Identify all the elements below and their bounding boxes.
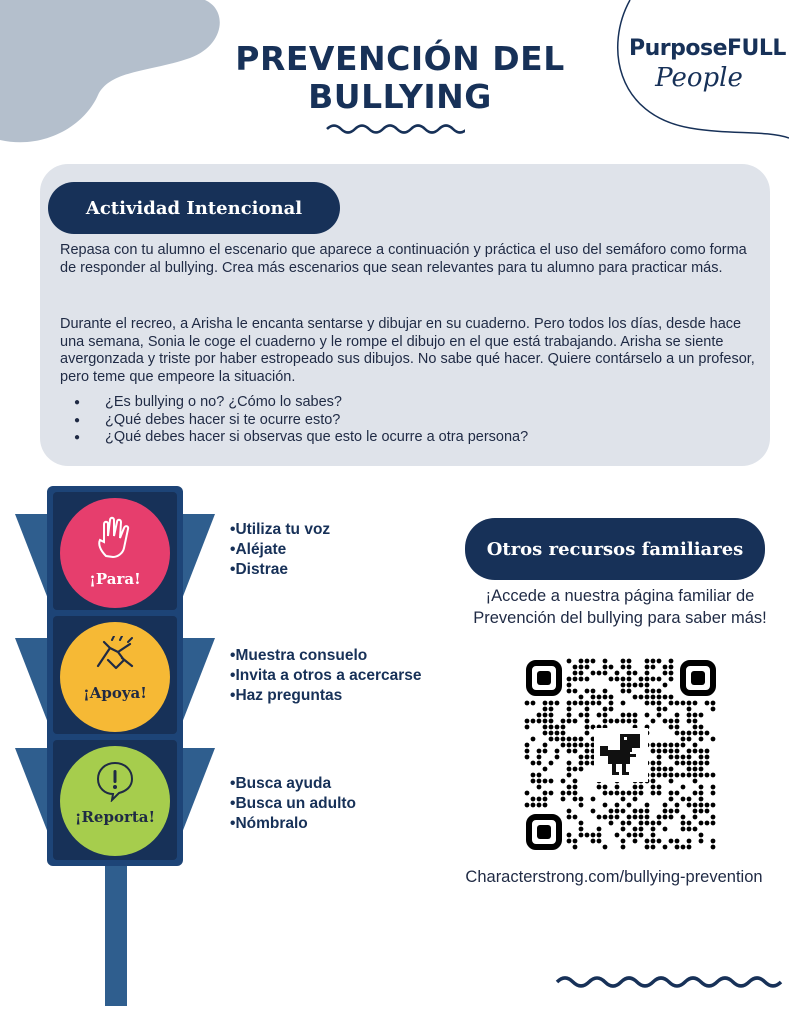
page-title: PREVENCIÓN DEL BULLYING (235, 39, 565, 116)
alert-speech-icon (95, 760, 135, 802)
resource-url-link[interactable]: Characterstrong.com/bullying-prevention (465, 868, 763, 886)
support-steps (230, 646, 422, 706)
report-light (60, 746, 170, 856)
question-item: ● ¿Es bullying o no? ¿Cómo lo sabes? (60, 394, 740, 412)
question-item: ● ¿Qué debes hacer si te ocurre esto? (60, 412, 740, 430)
handshake-icon (92, 636, 138, 676)
purposefull-people-logo: PurposeFULL People (629, 36, 786, 93)
scenario-text: Durante el recreo, a Arisha le encanta sentarse y dibujar en su cuaderno. Pero todos los días, desde hace una semana, Sonia le coge el cuaderno y le rompe el dibujo en el que está trabajando. Arisha se siente avergonzada y triste por haber estropeado sus dibujos. No sabe qué hacer. Quiere contárselo a un profesor, pero teme que empeore la situación. (60, 316, 755, 385)
step-item: • Aléjate (230, 540, 330, 560)
step-item: • Nómbralo (230, 814, 356, 834)
report-label: ¡Reporta! (74, 808, 156, 826)
resources-text: ¡Accede a nuestra página familiar de Prevención del bullying para saber más! (473, 587, 767, 627)
activity-heading: Actividad Intencional (48, 182, 340, 234)
qr-code[interactable] (524, 658, 718, 852)
stop-label: ¡Para! (89, 570, 141, 588)
step-item: • Distrae (230, 560, 330, 580)
resources-heading: Otros recursos familiares (465, 518, 765, 580)
activity-intro-text: Repasa con tu alumno el escenario que aparece a continuación y práctica el uso del semáforo como forma de responder al bullying. Crea más escenarios que sean relevantes para tu alumno para practicar más. (60, 242, 747, 276)
step-item: • Utiliza tu voz (230, 520, 330, 540)
step-item: • Busca ayuda (230, 774, 356, 794)
report-steps (230, 774, 356, 834)
question-list (60, 394, 740, 447)
stop-light (60, 498, 170, 608)
step-item: • Busca un adulto (230, 794, 356, 814)
step-item: • Haz preguntas (230, 686, 422, 706)
support-label: ¡Apoya! (83, 684, 147, 702)
step-item: • Invita a otros a acercarse (230, 666, 422, 686)
hand-icon (96, 516, 134, 560)
stop-steps (230, 520, 330, 580)
support-light (60, 622, 170, 732)
question-item: ● ¿Qué debes hacer si observas que esto le ocurre a otra persona? (60, 429, 740, 447)
step-item: • Muestra consuelo (230, 646, 422, 666)
title-wave-decoration (325, 122, 465, 136)
traffic-light (15, 486, 215, 1006)
footer-wave-decoration (555, 972, 787, 992)
